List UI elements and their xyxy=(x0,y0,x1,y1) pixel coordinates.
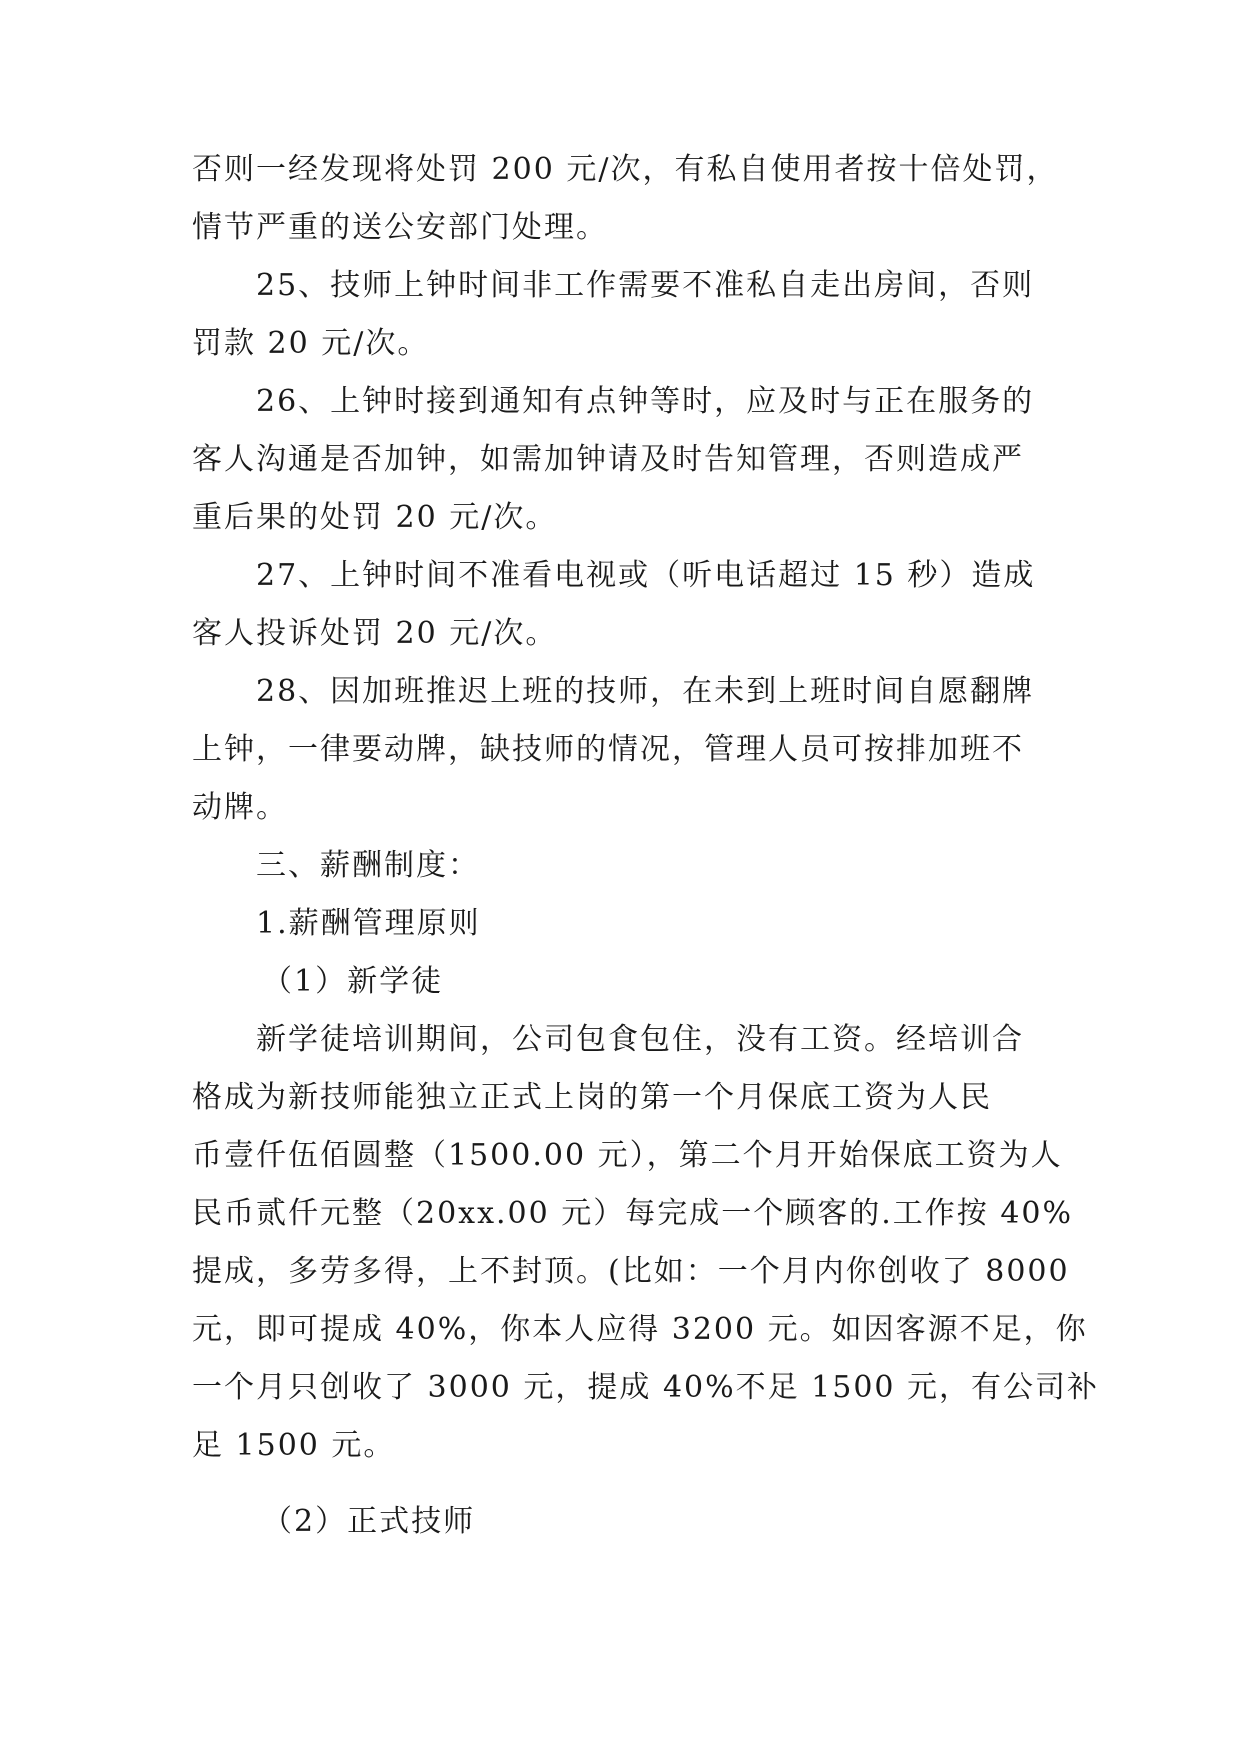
text-line: 足 1500 元。 xyxy=(192,1428,396,1463)
paragraph-apprentice-line: 新学徒培训期间，公司包食包住，没有工资。经培训合 xyxy=(256,1022,1024,1057)
text-line: 格成为新技师能独立正式上岗的第一个月保底工资为人民 xyxy=(192,1080,992,1115)
text-line: 民币贰仟元整（20xx.00 元）每完成一个顾客的.工作按 40% xyxy=(192,1196,1074,1231)
item-heading: （1）新学徒 xyxy=(262,964,444,999)
text-line: 上钟，一律要动牌，缺技师的情况，管理人员可按排加班不 xyxy=(192,732,1024,767)
text-line: 提成，多劳多得，上不封顶。(比如：一个月内你创收了 8000 xyxy=(192,1254,1070,1289)
text-line: 罚款 20 元/次。 xyxy=(192,326,430,361)
paragraph-25-line: 25、技师上钟时间非工作需要不准私自走出房间，否则 xyxy=(256,268,1035,303)
item-heading: （2）正式技师 xyxy=(262,1504,476,1539)
text-line: 币壹仟伍佰圆整（1500.00 元），第二个月开始保底工资为人 xyxy=(192,1138,1063,1173)
paragraph-26-line: 26、上钟时接到通知有点钟等时，应及时与正在服务的 xyxy=(256,384,1035,419)
text-line: 否则一经发现将处罚 200 元/次，有私自使用者按十倍处罚， xyxy=(192,152,1059,187)
text-line: 动牌。 xyxy=(192,790,288,825)
text-line: 客人沟通是否加钟，如需加钟请及时告知管理，否则造成严 xyxy=(192,442,1024,477)
text-line: 一个月只创收了 3000 元，提成 40%不足 1500 元，有公司补 xyxy=(192,1370,1100,1405)
text-line: 元，即可提成 40%，你本人应得 3200 元。如因客源不足，你 xyxy=(192,1312,1088,1347)
text-line: 客人投诉处罚 20 元/次。 xyxy=(192,616,558,651)
subsection-heading: 1.薪酬管理原则 xyxy=(256,906,481,941)
section-heading: 三、薪酬制度： xyxy=(256,848,480,883)
paragraph-27-line: 27、上钟时间不准看电视或（听电话超过 15 秒）造成 xyxy=(256,558,1036,593)
paragraph-28-line: 28、因加班推迟上班的技师，在未到上班时间自愿翻牌 xyxy=(256,674,1035,709)
text-line: 情节严重的送公安部门处理。 xyxy=(192,210,608,245)
text-line: 重后果的处罚 20 元/次。 xyxy=(192,500,558,535)
